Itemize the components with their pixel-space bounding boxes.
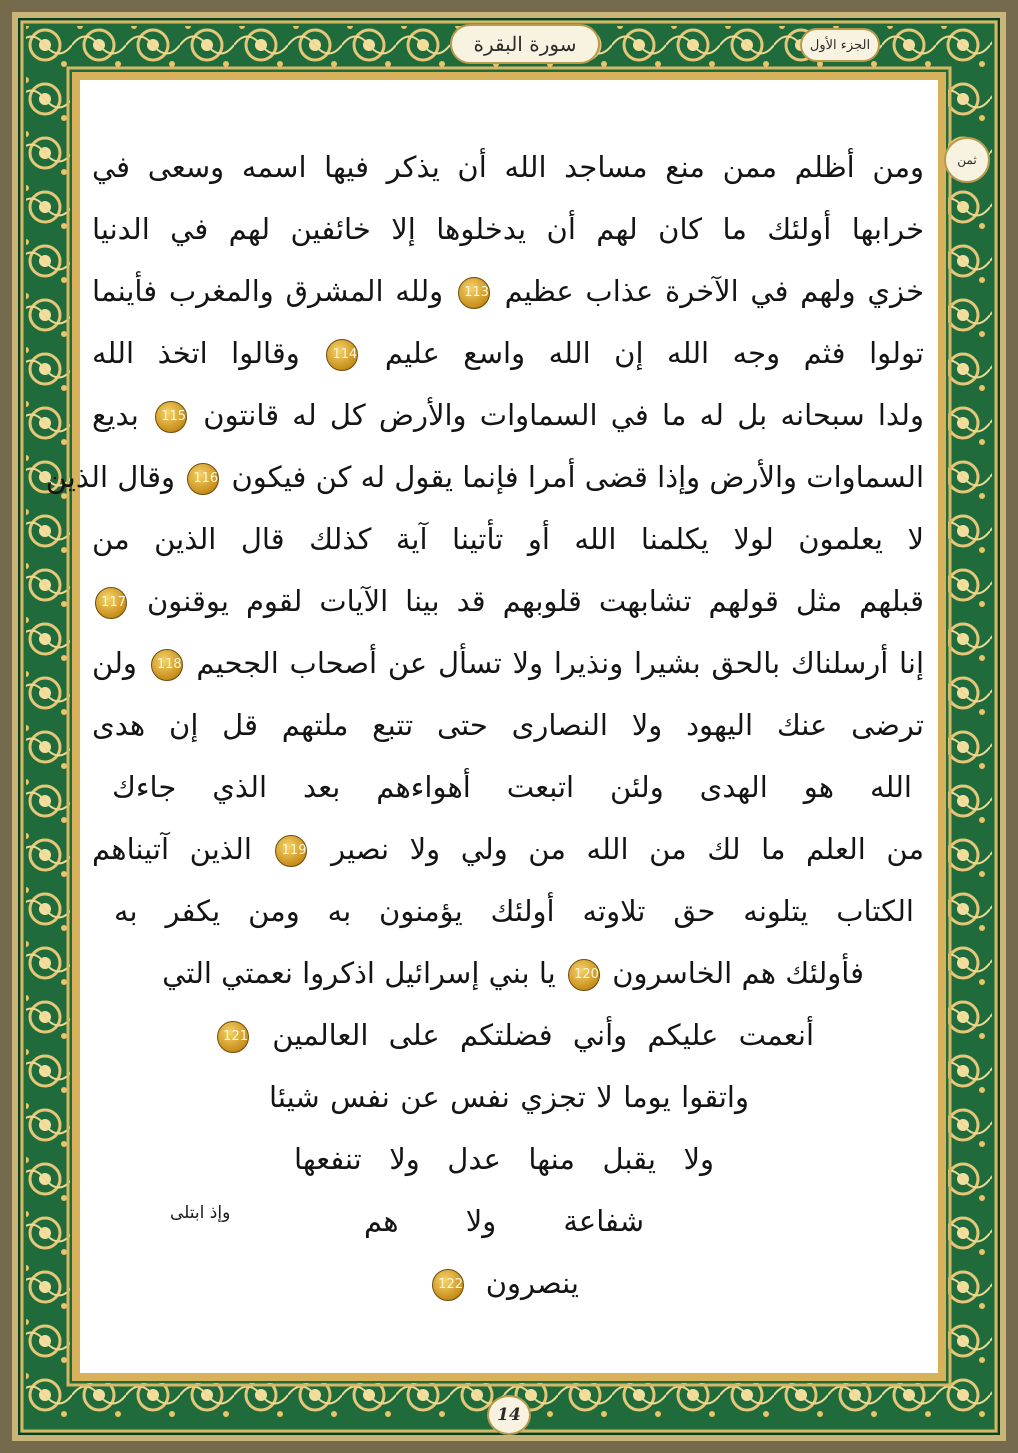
hizb-marker-label: ثمن — [957, 153, 977, 167]
verse-text: الله هو الهدى ولئن اتبعت أهواءهم بعد الذي جاءك — [112, 770, 912, 804]
verse-text: ترضى عنك اليهود ولا النصارى حتى تتبع ملتهم قل إن هدى — [92, 708, 924, 742]
verse-text: ينصرون — [485, 1266, 579, 1300]
verse-text: السماوات والأرض وإذا قضى أمرا فإنما يقول له كن فيكون — [231, 460, 924, 494]
verse-text: وقال الذين — [45, 460, 175, 494]
verse-text: الكتاب يتلونه حق تلاوته أولئك يؤمنون به ومن يكفر به — [114, 894, 914, 928]
verse-text: أنعمت عليكم وأني فضلتكم على العالمين — [272, 1018, 814, 1052]
verse-number-marker: 122 — [432, 1269, 464, 1301]
verse-number-marker: 114 — [326, 339, 358, 371]
verse-line — [214, 1004, 814, 1066]
verse-line — [92, 136, 924, 198]
surah-name: سورة البقرة — [473, 32, 577, 56]
verse-text: شفاعة ولا هم — [364, 1204, 644, 1238]
page-number: 14 — [497, 1405, 521, 1425]
hizb-quarter-marker — [944, 137, 990, 183]
verse-number-marker: 117 — [95, 587, 127, 619]
verse-text: واتقوا يوما لا تجزي نفس عن نفس شيئا — [269, 1080, 749, 1114]
verse-line — [114, 880, 914, 942]
verse-line — [92, 198, 924, 260]
verse-text: إنا أرسلناك بالحق بشيرا ونذيرا ولا تسأل عن أصحاب الجحيم — [196, 646, 925, 680]
page-number-medallion — [487, 1395, 531, 1435]
verse-line — [92, 384, 924, 446]
verse-line — [92, 632, 924, 694]
verse-text: لا يعلمون لولا يكلمنا الله أو تأتينا آية كذلك قال الذين من — [92, 522, 924, 556]
verse-line — [92, 570, 924, 632]
catchword: وإذ ابتلى — [170, 1203, 231, 1223]
verse-line — [164, 942, 864, 1004]
verse-text: ولن — [92, 646, 137, 680]
verse-text: ولله المشرق والمغرب فأينما — [92, 274, 444, 308]
verse-line — [92, 322, 924, 384]
verse-line — [92, 508, 924, 570]
verse-text: من العلم ما لك من الله من ولي ولا نصير — [331, 832, 925, 866]
verse-text: قبلهم مثل قولهم تشابهت قلوبهم قد بينا الآيات لقوم يوقنون — [147, 584, 924, 618]
verse-line — [92, 818, 924, 880]
verse-line — [294, 1128, 714, 1190]
verse-number-marker: 118 — [151, 649, 183, 681]
juz-label: الجزء الأول — [809, 37, 871, 53]
verse-line — [429, 1252, 579, 1314]
verse-text: خزي ولهم في الآخرة عذاب عظيم — [504, 274, 924, 308]
verse-number-marker: 116 — [187, 463, 219, 495]
verse-text: يا بني إسرائيل اذكروا نعمتي التي — [162, 956, 556, 990]
verse-text: خرابها أولئك ما كان لهم أن يدخلوها إلا خائفين لهم في الدنيا — [92, 212, 924, 246]
verse-line — [112, 756, 912, 818]
verse-text: ولدا سبحانه بل له ما في السماوات والأرض كل له قانتون — [203, 398, 925, 432]
verse-text: بديع — [92, 398, 139, 432]
verse-number-marker: 120 — [568, 959, 600, 991]
surah-name-cartouche — [450, 24, 600, 64]
verse-line — [92, 694, 924, 756]
verse-text: فأولئك هم الخاسرون — [612, 956, 864, 990]
verse-text: ومن أظلم ممن منع مساجد الله أن يذكر فيها اسمه وسعى في — [92, 150, 924, 184]
verse-number-marker: 115 — [155, 401, 187, 433]
juz-cartouche — [800, 28, 880, 62]
verse-text: وقالوا اتخذ الله — [92, 336, 300, 370]
verse-line — [92, 260, 924, 322]
verse-text: تولوا فثم وجه الله إن الله واسع عليم — [384, 336, 924, 370]
verse-line — [364, 1190, 644, 1252]
verse-number-marker: 121 — [217, 1021, 249, 1053]
verse-text: ولا يقبل منها عدل ولا تنفعها — [294, 1142, 714, 1176]
verse-number-marker: 113 — [458, 277, 490, 309]
verse-line — [45, 446, 924, 508]
verse-line — [269, 1066, 749, 1128]
verse-number-marker: 119 — [275, 835, 307, 867]
verse-text: الذين آتيناهم — [92, 832, 252, 866]
